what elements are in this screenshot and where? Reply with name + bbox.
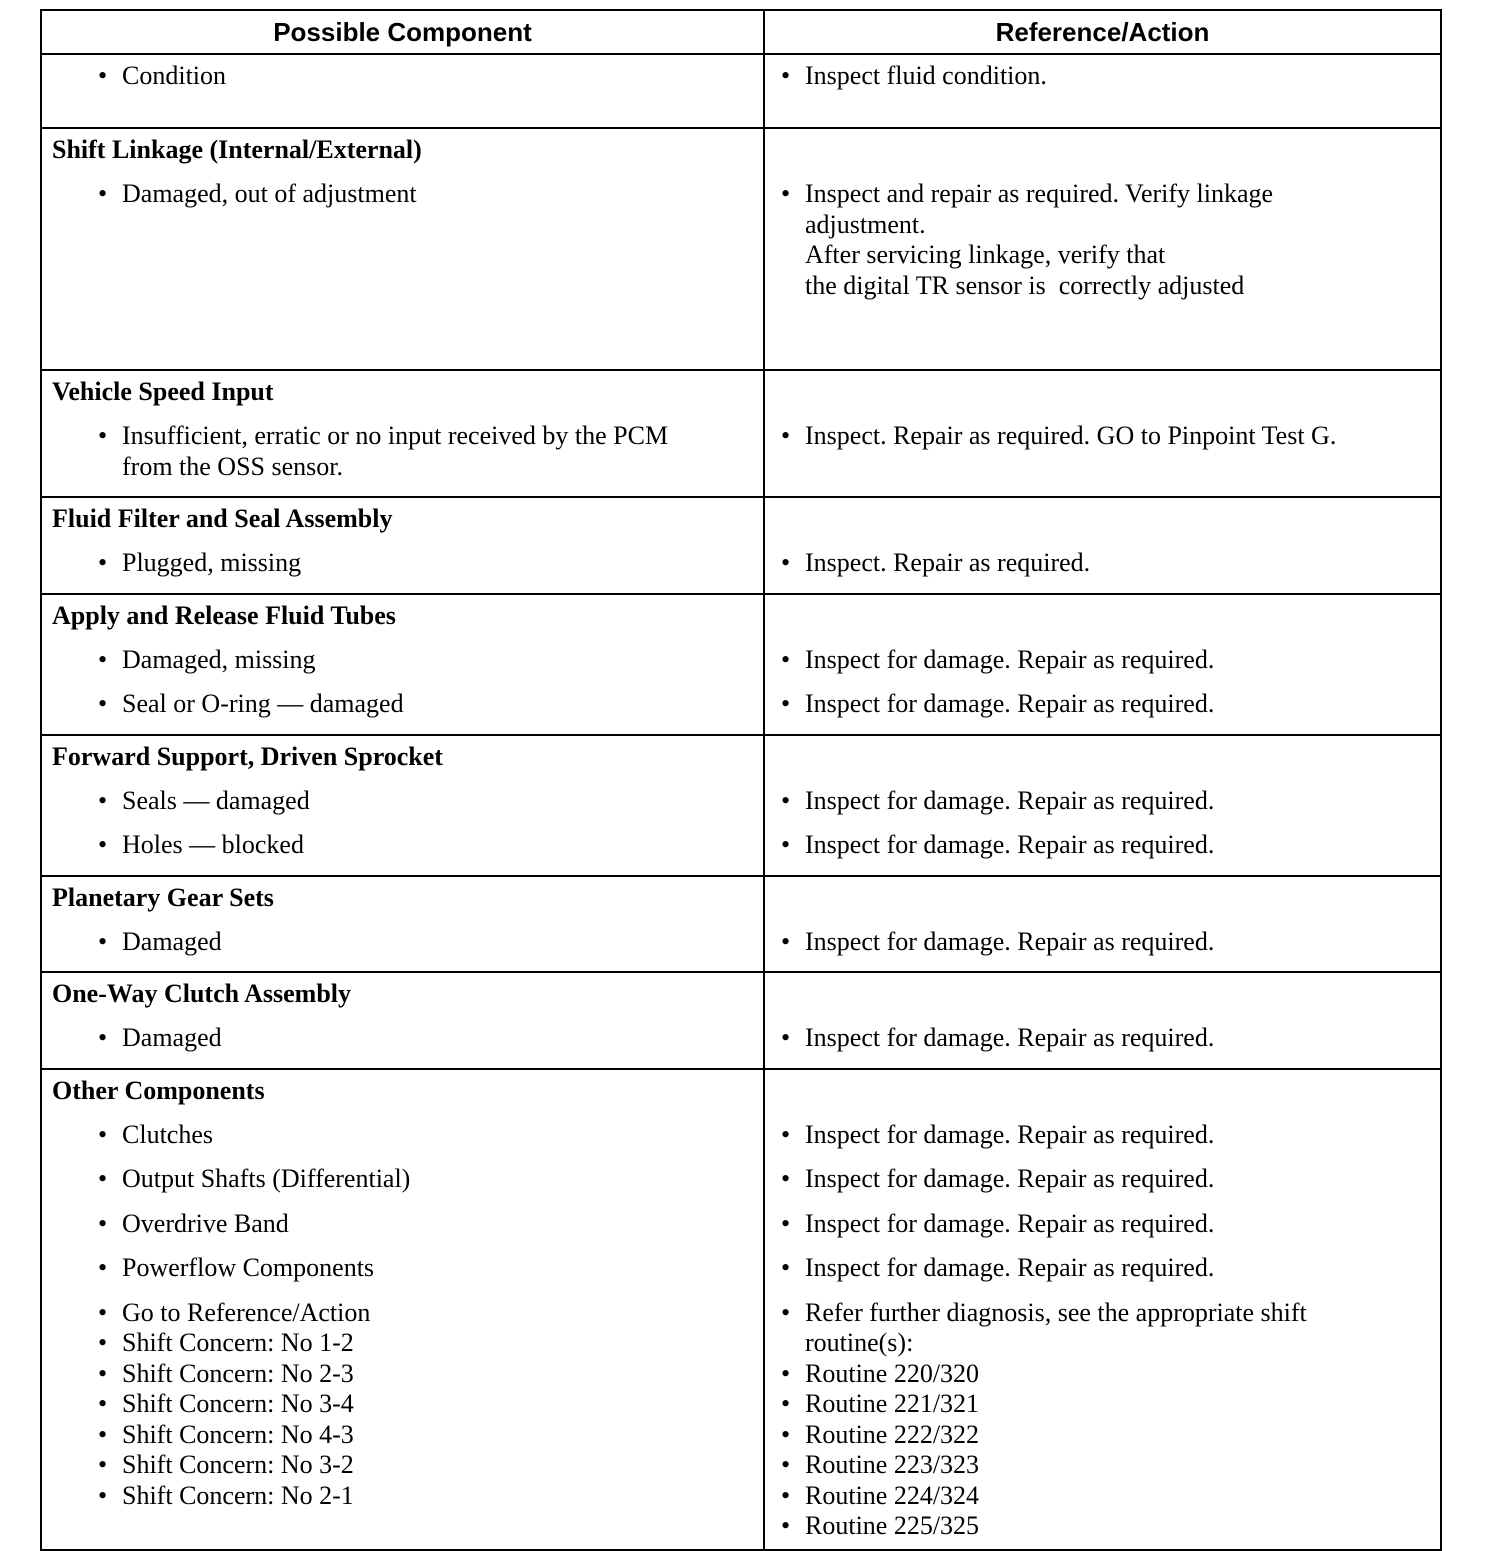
list-item <box>52 1298 753 1329</box>
component-cell <box>41 54 764 128</box>
list-item-text: • Routine 221/321 <box>805 1389 980 1418</box>
action-cell <box>764 370 1441 497</box>
diagnosis-table <box>40 9 1442 1551</box>
list-item <box>52 1209 753 1240</box>
group-spacer <box>779 742 1430 772</box>
component-cell <box>41 735 764 876</box>
component-cell <box>41 128 764 370</box>
list-item-text: • Routine 224/324 <box>805 1480 980 1510</box>
group-title: Forward Support, Driven Sprocket <box>52 741 443 771</box>
list-item <box>52 689 753 720</box>
list-item <box>52 1164 753 1195</box>
list-item-text: adjustment. <box>805 209 926 239</box>
table-row <box>41 370 1441 497</box>
header-row <box>41 10 1441 54</box>
list-item <box>52 1328 753 1359</box>
table-row <box>41 735 1441 876</box>
list-item-text: • Inspect for damage. Repair as required. <box>805 1208 1215 1238</box>
list-item <box>779 1209 1430 1240</box>
list-item <box>52 548 753 579</box>
group-spacer <box>779 377 1430 407</box>
table-row <box>41 876 1441 973</box>
list-item <box>52 927 753 958</box>
list-item-text: • Inspect for damage. Repair as required. <box>805 1119 1215 1149</box>
group-spacer <box>779 1076 1430 1106</box>
list-item-text: • Routine 223/323 <box>805 1450 980 1479</box>
list-item-text: • Inspect for damage. Repair as required. <box>805 1253 1215 1282</box>
component-cell <box>41 876 764 973</box>
list-item <box>52 1253 753 1284</box>
list-item <box>52 1450 753 1481</box>
list-item-text: • Shift Concern: No 2-3 <box>122 1358 354 1388</box>
list-item-text: • Output Shafts (Differential) <box>122 1164 411 1193</box>
list-item-text: • Shift Concern: No 2-1 <box>122 1480 354 1510</box>
action-cell <box>764 54 1441 128</box>
list-item <box>779 1359 1430 1390</box>
group-title: Apply and Release Fluid Tubes <box>52 600 396 630</box>
action-cell <box>764 594 1441 735</box>
table-row <box>41 54 1441 128</box>
list-item <box>779 421 1430 482</box>
list-item <box>779 548 1430 579</box>
list-item-text: • Inspect fluid condition. <box>805 61 1047 90</box>
list-item-text: • Inspect. Repair as required. <box>805 548 1091 577</box>
list-item-text: • Refer further diagnosis, see the appropriate shift <box>805 1297 1307 1327</box>
list-item-text: • Damaged, out of adjustment <box>122 179 417 208</box>
list-item-text: • Seals — damaged <box>122 785 310 815</box>
list-item-text: • Damaged, missing <box>122 644 316 674</box>
action-cell <box>764 128 1441 370</box>
list-item <box>52 1481 753 1512</box>
group-title: Other Components <box>52 1075 265 1105</box>
action-cell <box>764 497 1441 594</box>
table-row <box>41 1069 1441 1550</box>
group-title: Shift Linkage (Internal/External) <box>52 135 422 164</box>
header-reference-action: Reference/Action <box>764 10 1441 54</box>
table-row <box>41 497 1441 594</box>
list-item-text: the digital TR sensor is correctly adjusted <box>805 270 1245 300</box>
table-body <box>41 54 1441 1550</box>
list-item <box>779 61 1430 92</box>
list-item-text: • Holes — blocked <box>122 830 304 859</box>
component-cell <box>41 370 764 497</box>
list-item <box>52 1389 753 1420</box>
list-item-text: routine(s): <box>805 1328 914 1357</box>
list-item-text: • Inspect for damage. Repair as required. <box>805 785 1215 815</box>
action-cell <box>764 1069 1441 1550</box>
list-item-text: • Inspect for damage. Repair as required. <box>805 926 1215 956</box>
list-item-text: • Powerflow Components <box>122 1253 375 1282</box>
list-item <box>779 1420 1430 1451</box>
list-item <box>779 1450 1430 1481</box>
list-item-text: • Inspect. Repair as required. GO to Pinpoint Test G. <box>805 421 1337 450</box>
group-title: Vehicle Speed Input <box>52 377 274 406</box>
group-spacer <box>779 135 1430 165</box>
list-item-text: • Shift Concern: No 4-3 <box>122 1419 354 1449</box>
list-item-text: • Routine 220/320 <box>805 1358 980 1388</box>
list-item-text: • Insufficient, erratic or no input received by the PCM <box>122 421 669 450</box>
list-item <box>52 61 753 92</box>
list-item-text: • Inspect for damage. Repair as required. <box>805 1023 1215 1052</box>
list-item-text: • Routine 222/322 <box>805 1419 980 1449</box>
list-item <box>779 1120 1430 1151</box>
list-item-text: from the OSS sensor. <box>122 451 343 481</box>
list-item <box>779 786 1430 817</box>
list-item <box>779 927 1430 958</box>
list-item-text: • Shift Concern: No 3-2 <box>122 1450 354 1479</box>
component-cell <box>41 1069 764 1550</box>
table-row <box>41 128 1441 370</box>
list-item-text: • Inspect for damage. Repair as required. <box>805 644 1215 674</box>
list-item-text: • Inspect for damage. Repair as required. <box>805 1164 1215 1193</box>
list-item <box>52 1359 753 1390</box>
list-item <box>779 830 1430 861</box>
list-item <box>779 645 1430 676</box>
list-item-text: • Damaged <box>122 926 222 956</box>
list-item-text: • Seal or O-ring — damaged <box>122 689 404 718</box>
list-item-text: • Inspect for damage. Repair as required. <box>805 830 1215 859</box>
table-row <box>41 972 1441 1069</box>
list-item-text: • Clutches <box>122 1119 213 1149</box>
list-item <box>52 1420 753 1451</box>
action-cell <box>764 735 1441 876</box>
group-spacer <box>779 601 1430 631</box>
list-item <box>779 689 1430 720</box>
list-item-text: • Shift Concern: No 1-2 <box>122 1328 354 1357</box>
list-item <box>52 830 753 861</box>
group-spacer <box>779 883 1430 913</box>
list-item <box>52 421 753 482</box>
list-item <box>779 1298 1430 1359</box>
list-item-text: • Routine 225/325 <box>805 1511 980 1540</box>
group-title: Fluid Filter and Seal Assembly <box>52 504 393 533</box>
list-item <box>779 179 1430 301</box>
list-item <box>779 1164 1430 1195</box>
table-row <box>41 594 1441 735</box>
list-item <box>779 1253 1430 1284</box>
list-item <box>779 1389 1430 1420</box>
header-possible-component: Possible Component <box>41 10 764 54</box>
list-item-text: • Shift Concern: No 3-4 <box>122 1389 354 1418</box>
action-cell <box>764 876 1441 973</box>
list-item <box>52 1023 753 1054</box>
list-item-text: • Condition <box>122 61 227 90</box>
list-item-text: • Inspect and repair as required. Verify linkage <box>805 179 1274 208</box>
group-title: One-Way Clutch Assembly <box>52 979 352 1008</box>
list-item-text: • Plugged, missing <box>122 548 302 577</box>
list-item-text: • Inspect for damage. Repair as required. <box>805 689 1215 718</box>
list-item <box>779 1481 1430 1512</box>
component-cell <box>41 497 764 594</box>
group-spacer <box>779 504 1430 534</box>
component-cell <box>41 594 764 735</box>
list-item-text: • Overdrive Band <box>122 1208 289 1238</box>
list-item-text: • Go to Reference/Action <box>122 1297 371 1327</box>
group-spacer <box>779 979 1430 1009</box>
list-item <box>52 645 753 676</box>
group-title: Planetary Gear Sets <box>52 882 274 912</box>
action-cell <box>764 972 1441 1069</box>
list-item <box>52 786 753 817</box>
list-item-text: • Damaged <box>122 1023 222 1052</box>
component-cell <box>41 972 764 1069</box>
list-item <box>52 1120 753 1151</box>
list-item <box>779 1023 1430 1054</box>
list-item-text: After servicing linkage, verify that <box>805 240 1166 269</box>
list-item <box>52 179 753 301</box>
